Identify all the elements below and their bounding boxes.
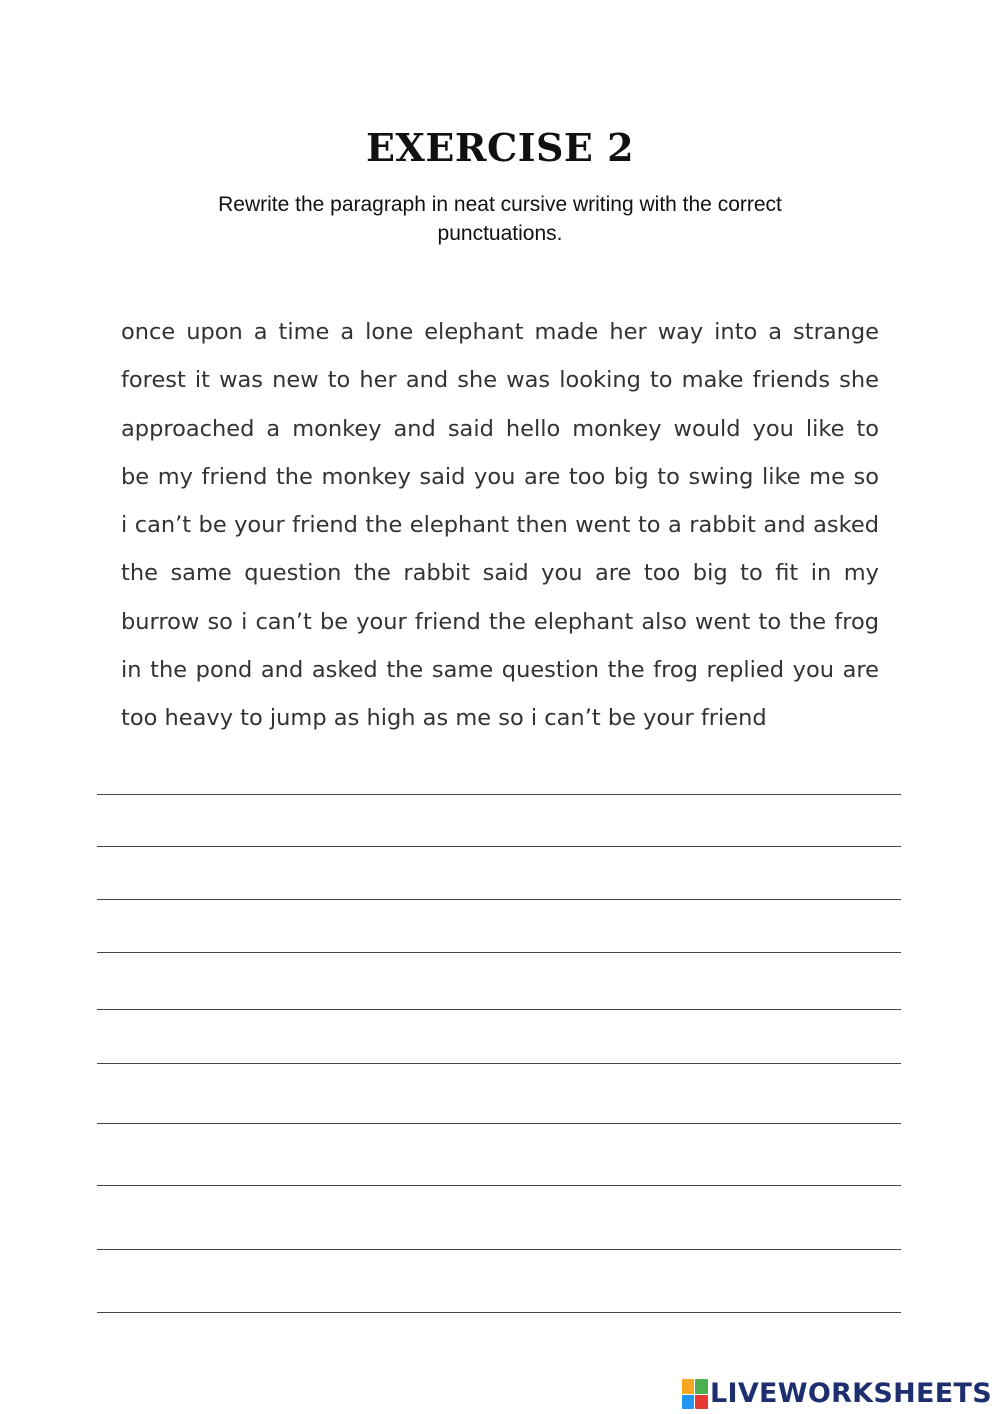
writing-line[interactable] bbox=[97, 846, 901, 847]
writing-line[interactable] bbox=[97, 1249, 901, 1250]
passage-paragraph bbox=[121, 308, 879, 743]
passage-line: burrow so i can’t be your friend the elephant also went to the frog bbox=[121, 608, 879, 635]
passage-line: forest it was new to her and she was looking to make friends she bbox=[121, 367, 879, 394]
writing-line[interactable] bbox=[97, 794, 901, 795]
passage-line: once upon a time a lone elephant made her way into a strange bbox=[121, 319, 879, 345]
liveworksheets-logo-icon bbox=[682, 1379, 708, 1409]
logo-block bbox=[682, 1379, 695, 1394]
logo-block bbox=[682, 1395, 695, 1410]
passage-line: i can’t be your friend the elephant then went to a rabbit and asked bbox=[121, 512, 879, 539]
writing-line[interactable] bbox=[97, 1185, 901, 1186]
writing-line[interactable] bbox=[97, 952, 901, 953]
logo-block bbox=[695, 1379, 708, 1394]
instructions-text: Rewrite the paragraph in neat cursive writing with the correct punctuations. bbox=[218, 193, 782, 245]
page-title: EXERCISE 2 bbox=[365, 125, 635, 170]
passage-line: the same question the rabbit said you are too big to fit in my bbox=[121, 560, 879, 587]
writing-line[interactable] bbox=[97, 1063, 901, 1064]
writing-line[interactable] bbox=[97, 1009, 901, 1010]
passage-line: too heavy to jump as high as me so i can’t be your friend bbox=[121, 705, 767, 732]
passage-line: in the pond and asked the same question the frog replied you are bbox=[121, 657, 879, 684]
logo-block bbox=[695, 1395, 708, 1410]
writing-line[interactable] bbox=[97, 899, 901, 900]
passage-line: approached a monkey and said hello monkey would you like to bbox=[121, 415, 879, 442]
brand-name: LIVEWORKSHEETS bbox=[709, 1378, 992, 1409]
writing-line[interactable] bbox=[97, 1312, 901, 1313]
writing-line[interactable] bbox=[97, 1123, 901, 1124]
passage-line: be my friend the monkey said you are too big to swing like me so bbox=[121, 463, 879, 490]
liveworksheets-brand bbox=[682, 1374, 992, 1414]
